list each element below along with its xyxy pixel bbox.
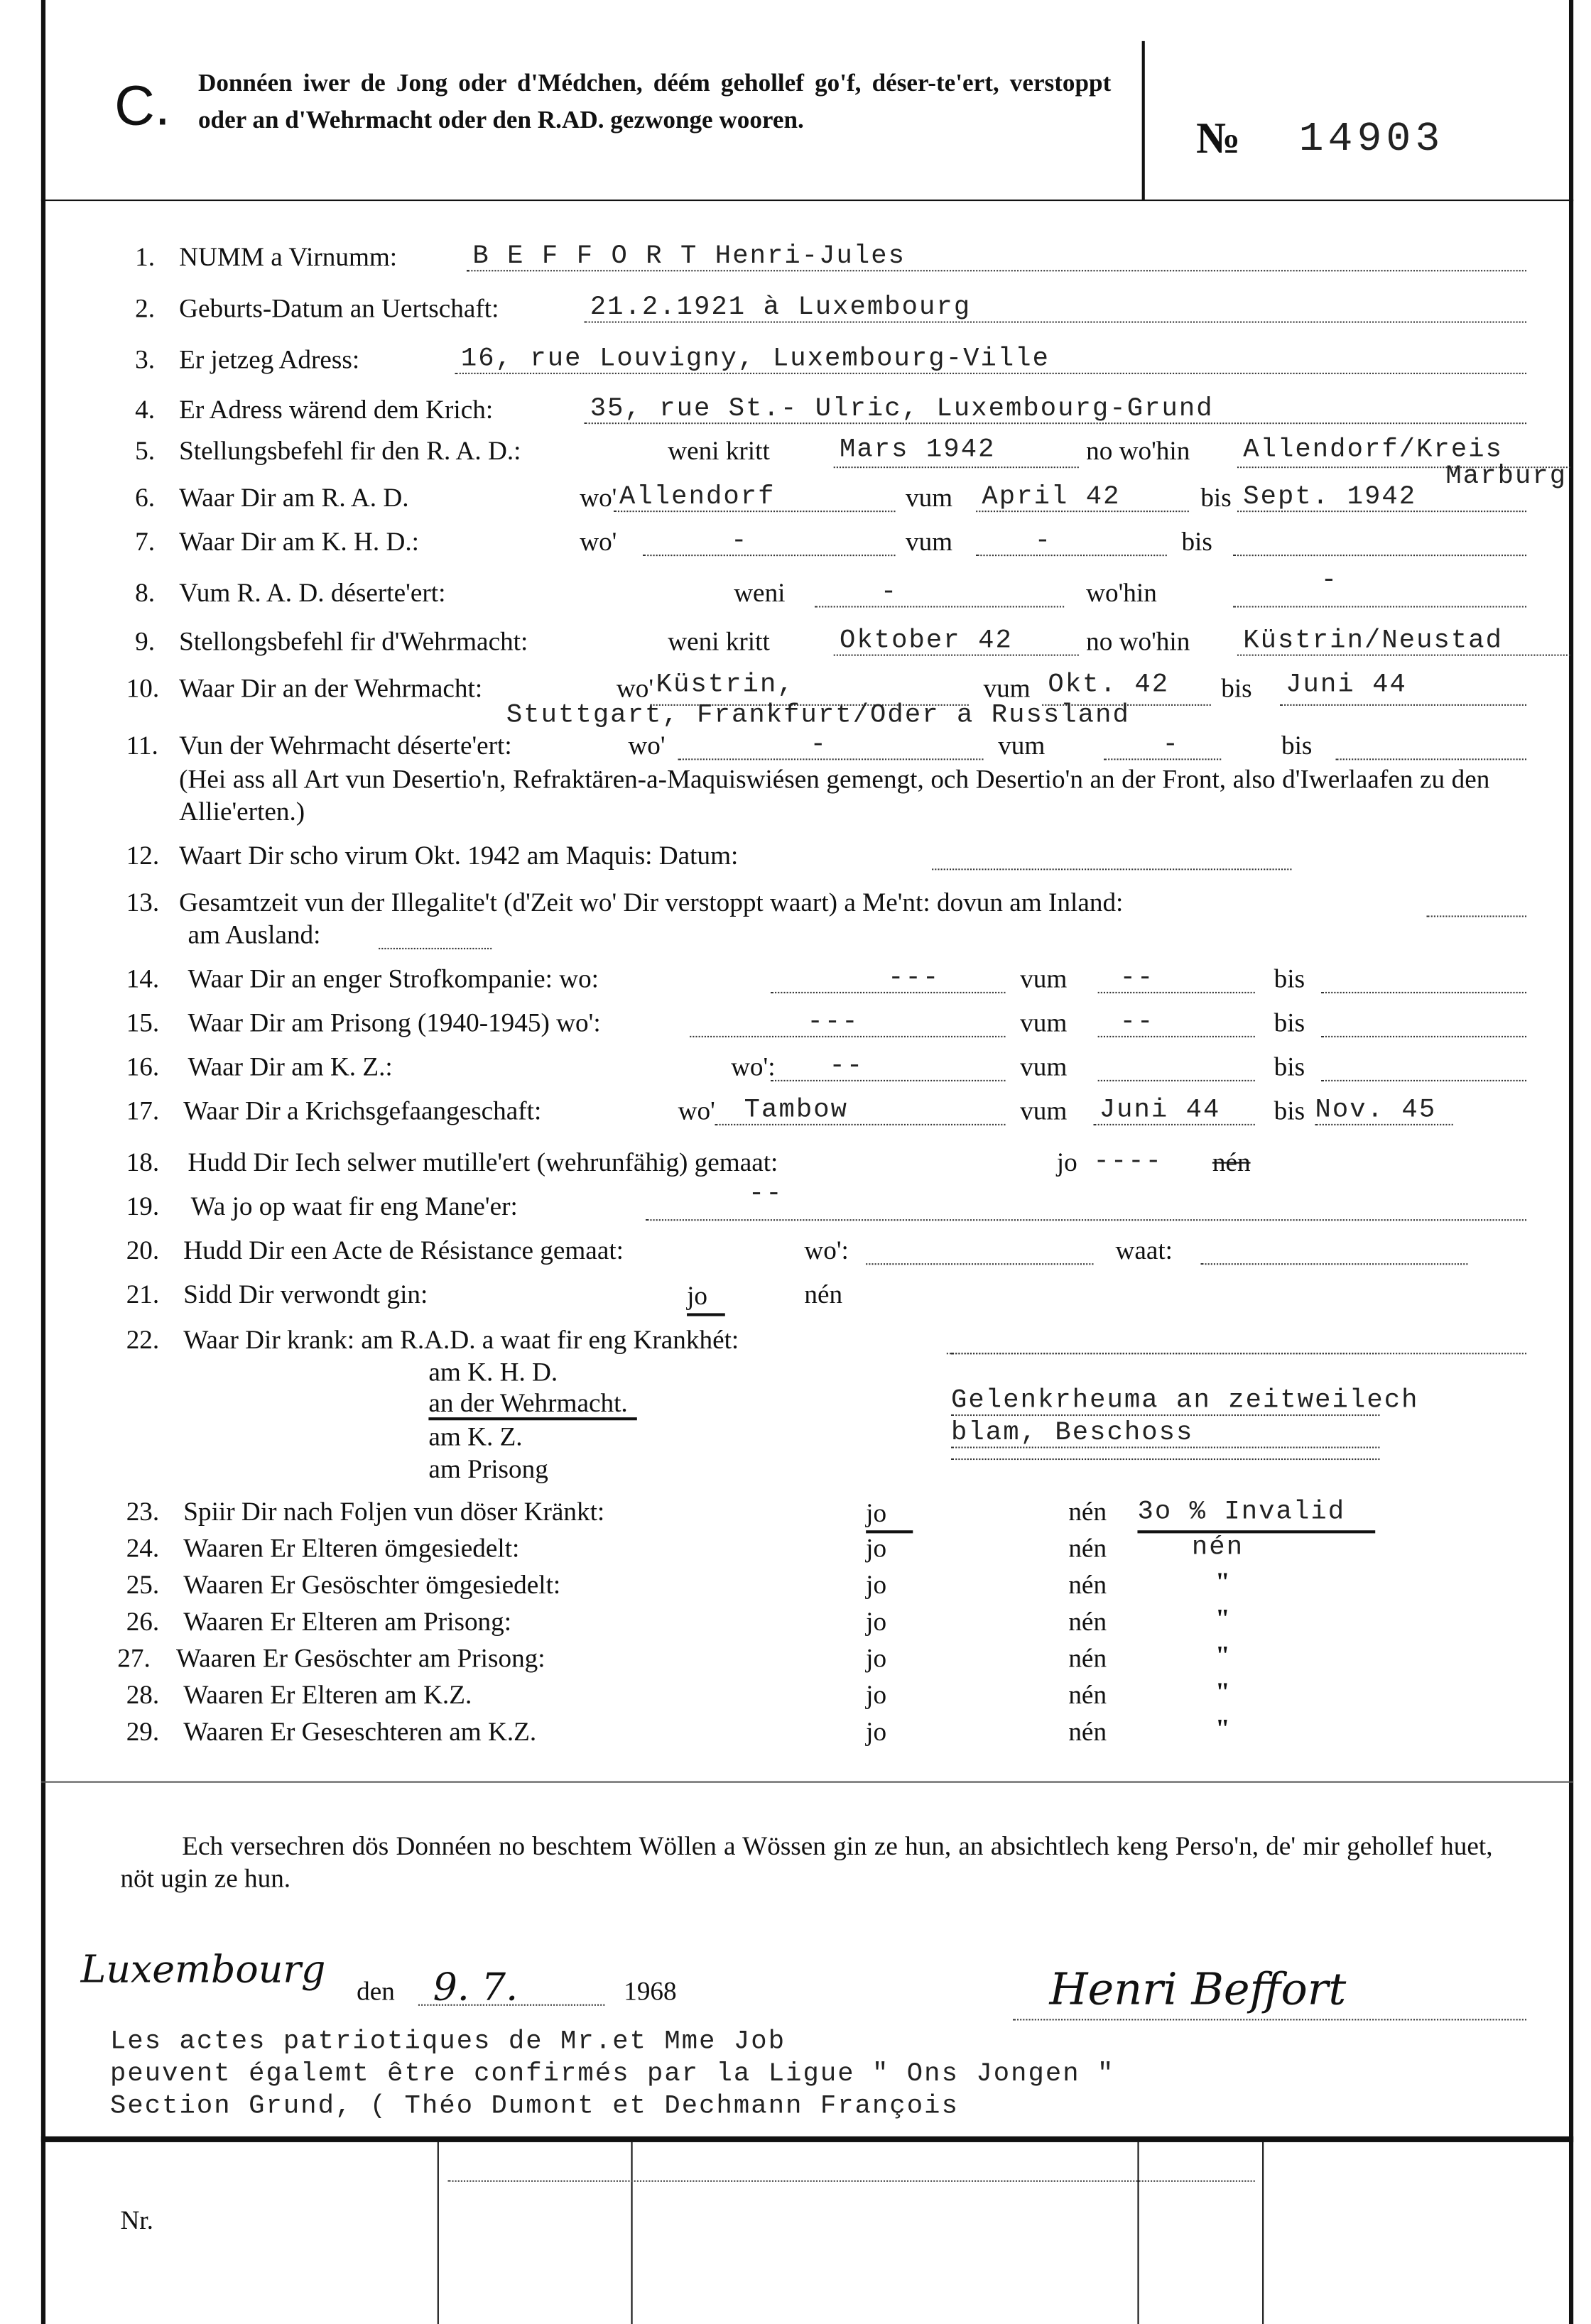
row-27 <box>0 1642 1591 1680</box>
when-field[interactable] <box>834 625 1079 655</box>
illness-kz-field[interactable] <box>951 1417 1379 1448</box>
ditto-mark: " <box>1215 1603 1230 1633</box>
when-label: weni kritt <box>668 435 770 466</box>
sub-label: am K. H. D. <box>428 1357 558 1387</box>
answer-value: nén <box>1191 1533 1244 1563</box>
bis-label: bis <box>1274 1008 1305 1037</box>
vum-field[interactable] <box>976 525 1167 556</box>
where-value-2: Marburg <box>1445 462 1568 492</box>
vum-field[interactable] <box>1093 1095 1254 1125</box>
yes-option[interactable]: jo <box>866 1570 887 1600</box>
row-label: Waar Dir am K. H. D.: <box>179 526 419 557</box>
nr-label: Nr. <box>120 2205 153 2235</box>
field-value: Juni 44 <box>1286 670 1407 700</box>
inland-field[interactable] <box>1427 886 1527 917</box>
field-value: Tambow <box>744 1096 848 1125</box>
no-option[interactable]: nén <box>804 1279 843 1309</box>
row-number: 16. <box>126 1052 160 1081</box>
typed-note-line: Section Grund, ( Théo Dumont et Dechmann François <box>109 2092 959 2122</box>
row-number: 1. <box>135 241 156 272</box>
wo-field[interactable] <box>643 525 895 556</box>
row-2 <box>0 292 1591 330</box>
field-value: --- <box>807 1008 859 1037</box>
field-value: 21.2.1921 à Luxembourg <box>590 293 972 323</box>
row-number: 14. <box>126 964 160 993</box>
declaration: Ech versechren dös Donnéen no beschtem Wöllen a Wössen gin ze hun, an absichtlech keng Perso'n, de' mir gehollef huet, nöt ugin ze hun. <box>120 1831 1493 1893</box>
consequence-value: 3o % Invalid <box>1137 1495 1374 1534</box>
bis-field[interactable] <box>1315 1095 1452 1125</box>
where-field[interactable] <box>1237 625 1570 655</box>
row-21 <box>0 1278 1591 1316</box>
row-number: 6. <box>135 482 156 513</box>
row-label: Waaren Er Gesöschter am Prisong: <box>175 1643 545 1673</box>
row-11 <box>0 729 1591 768</box>
row-label: Vum R. A. D. déserte'ert: <box>179 578 446 608</box>
field-value: - <box>880 578 898 608</box>
field-value: -- <box>1119 964 1155 993</box>
row-13 <box>0 886 1591 949</box>
address-field[interactable] <box>455 344 1526 374</box>
field-value: Küstrin, <box>656 670 795 700</box>
den-label: den <box>357 1976 395 2006</box>
no-option[interactable]: nén <box>1212 1147 1251 1177</box>
header-bottom-line <box>41 200 1573 201</box>
wo-label: wo' <box>580 482 617 513</box>
bis-label: bis <box>1274 1052 1305 1081</box>
wo-field[interactable] <box>771 1051 1006 1081</box>
vum-field[interactable] <box>976 481 1189 512</box>
row-26 <box>0 1605 1591 1644</box>
row-number: 25. <box>126 1570 160 1600</box>
row-label: Waaren Er Elteren ömgesiedelt: <box>183 1533 520 1563</box>
row-25 <box>0 1566 1591 1607</box>
maquis-date-field[interactable] <box>932 839 1291 870</box>
row-label: Gesamtzeit vun der Illegalite't (d'Zeit wo' Dir verstoppt waart) a Me'nt: dovun am Inland: <box>179 888 1124 917</box>
row-label: Waar Dir krank: am R.A.D. a waat fir eng Krankhét: <box>183 1324 739 1355</box>
vum-field[interactable] <box>1104 729 1221 760</box>
row-19 <box>0 1179 1591 1228</box>
row-number: 4. <box>135 394 156 425</box>
row-number: 2. <box>135 293 156 323</box>
field-value: 35, rue St.- Ulric, Luxembourg-Grund <box>590 394 1214 425</box>
where-label: wo'hin <box>1086 578 1157 608</box>
wo-field[interactable] <box>771 963 1006 993</box>
row-label: Waar Dir an der Wehrmacht: <box>179 673 483 703</box>
ditto-mark: " <box>1215 1640 1230 1670</box>
where-label: no wo'hin <box>1086 435 1190 466</box>
field-value: 16, rue Louvigny, Luxembourg-Ville <box>460 344 1050 374</box>
bis-field[interactable] <box>1321 1051 1526 1081</box>
manner-field[interactable] <box>646 1179 1526 1221</box>
number-label: № <box>1196 114 1241 163</box>
yes-option[interactable]: jo <box>866 1495 913 1534</box>
row-label: Waaren Er Elteren am Prisong: <box>183 1606 512 1637</box>
sub-label: an der Wehrmacht. <box>428 1388 636 1420</box>
no-option[interactable]: nén <box>1068 1496 1107 1527</box>
field-value: blam, Beschoss <box>951 1419 1194 1449</box>
no-option[interactable]: nén <box>1068 1643 1107 1673</box>
row-29 <box>0 1715 1591 1754</box>
vum-label: vum <box>1020 1008 1068 1037</box>
row-label: Stellongsbefehl fir d'Wehrmacht: <box>179 626 528 656</box>
row-label: Hudd Dir Iech selwer mutille'ert (wehrunfähig) gemaat: <box>188 1147 778 1177</box>
row-4 <box>0 393 1591 432</box>
illness-khd-field[interactable] <box>951 1347 1379 1354</box>
row-14 <box>0 963 1591 1001</box>
bis-label: bis <box>1181 526 1212 557</box>
header-title: Donnéen iwer de Jong oder d'Médchen, déém gehollef go'f, déser-te'ert, verstoppt oder an d'Wehrmacht oder den R.AD. gezwonge wooren. <box>197 69 1112 134</box>
yes-option[interactable]: jo <box>866 1643 887 1673</box>
row-number: 11. <box>126 731 158 760</box>
field-value: - <box>1034 526 1053 557</box>
no-option[interactable]: nén <box>1068 1606 1107 1637</box>
row-7 <box>0 525 1591 564</box>
row-15 <box>0 1007 1591 1045</box>
vum-field[interactable] <box>1098 1007 1255 1037</box>
waat-field[interactable] <box>1200 1234 1467 1265</box>
row-1 <box>0 241 1591 279</box>
row-number: 29. <box>126 1716 160 1747</box>
war-address-field[interactable] <box>584 393 1526 424</box>
field-value: Gelenkrheuma an zeitweilech <box>951 1386 1419 1417</box>
row-label: Hudd Dir een Acte de Résistance gemaat: <box>183 1235 624 1265</box>
footer-col-divider <box>438 2142 439 2324</box>
when-label: weni kritt <box>668 626 770 656</box>
wo-label: wo': <box>731 1052 776 1081</box>
sub-label: am K. Z. <box>428 1422 523 1451</box>
illness-prison-field[interactable] <box>951 1450 1379 1460</box>
row-16 <box>0 1051 1591 1089</box>
yes-option[interactable]: jo <box>687 1278 725 1316</box>
waat-label: waat: <box>1115 1235 1173 1265</box>
yes-option[interactable]: jo <box>1056 1147 1077 1177</box>
no-option[interactable]: nén <box>1068 1570 1107 1600</box>
field-value: - <box>731 526 749 557</box>
place-handwritten: Luxembourg <box>80 1948 326 1993</box>
field-value: - <box>1162 731 1180 760</box>
abroad-field[interactable] <box>379 919 492 949</box>
row-number: 3. <box>135 344 156 374</box>
row-6 <box>0 481 1591 520</box>
row-label: Er Adress wärend dem Krich: <box>179 394 494 425</box>
row-number: 20. <box>126 1235 160 1265</box>
field-value: -- <box>1119 1008 1155 1037</box>
vum-label: vum <box>1020 1096 1068 1125</box>
illness-wehrmacht-field[interactable] <box>951 1385 1419 1417</box>
field-value: -- <box>748 1179 783 1209</box>
dash: ---- <box>1093 1147 1163 1177</box>
vum-label: vum <box>1020 964 1068 993</box>
when-label: weni <box>734 578 786 608</box>
wo-field[interactable] <box>690 1007 1005 1037</box>
no-option[interactable]: nén <box>1068 1680 1107 1710</box>
name-field[interactable] <box>467 241 1526 271</box>
row-label: Waar Dir am K. Z.: <box>188 1052 393 1081</box>
row-label: NUMM a Virnumm: <box>179 241 398 272</box>
row-number: 21. <box>126 1279 160 1309</box>
desertion-note: (Hei ass all Art vun Desertio'n, Refraktären-a-Maquiswiésen gemengt, och Desertio'n an der Front, also d'Iwerlaafen zu den Allie'erten.) <box>179 764 1490 827</box>
row-number: 7. <box>135 526 156 557</box>
row-number: 13. <box>126 888 160 917</box>
yes-option[interactable]: jo <box>866 1533 887 1563</box>
row-20 <box>0 1234 1591 1272</box>
typed-note-line: peuvent égalemt être confirmés par la Ligue " Ons Jongen " <box>109 2060 1115 2090</box>
row-number: 24. <box>126 1533 160 1563</box>
row-label: Waart Dir scho virum Okt. 1942 am Maquis: Datum: <box>179 841 739 871</box>
ditto-mark: " <box>1215 1713 1230 1743</box>
header-divider <box>1142 41 1145 200</box>
row-23 <box>0 1495 1591 1534</box>
row-9 <box>0 625 1591 663</box>
yes-option[interactable]: jo <box>866 1606 887 1637</box>
date-handwritten: 9. 7. <box>433 1965 518 2010</box>
field-value: Oktober 42 <box>839 626 1013 656</box>
row-3 <box>0 344 1591 382</box>
row-label: Spiir Dir nach Foljen vun döser Kränkt: <box>183 1496 605 1527</box>
field-value: -- <box>829 1052 864 1081</box>
row-number: 5. <box>135 435 156 466</box>
footer-field[interactable] <box>447 2157 1255 2182</box>
row-label: Waar Dir a Krichsgefaangeschaft: <box>183 1096 542 1125</box>
row-number: 12. <box>126 841 160 871</box>
bis-label: bis <box>1221 673 1252 703</box>
row-number: 28. <box>126 1680 160 1710</box>
wo-label: wo' <box>628 731 666 760</box>
vum-field[interactable] <box>1098 1051 1255 1081</box>
bis-field[interactable] <box>1335 729 1526 760</box>
row-label: Waaren Er Gesöschter ömgesiedelt: <box>183 1570 561 1600</box>
no-option[interactable]: nén <box>1068 1533 1107 1563</box>
field-value: - <box>810 731 828 760</box>
wo-field[interactable] <box>678 729 984 760</box>
yes-option[interactable]: jo <box>866 1716 887 1747</box>
vum-label: vum <box>905 526 953 557</box>
row-number: 27. <box>117 1643 151 1673</box>
field-value: Nov. 45 <box>1315 1096 1437 1125</box>
where-field[interactable] <box>1233 566 1526 607</box>
sub-label: am Prisong <box>428 1453 548 1484</box>
vum-label: vum <box>1020 1052 1068 1081</box>
bis-field[interactable] <box>1237 481 1526 512</box>
field-value: Sept. 1942 <box>1243 482 1417 513</box>
date-field[interactable] <box>418 1965 604 2010</box>
wo-field[interactable] <box>866 1234 1093 1265</box>
field-value: - <box>1320 566 1339 596</box>
wo-label: wo': <box>804 1235 849 1265</box>
row-22 <box>0 1324 1591 1485</box>
row-24 <box>0 1532 1591 1570</box>
row-number: 19. <box>126 1191 160 1221</box>
row-8 <box>0 566 1591 615</box>
row-label: Geburts-Datum an Uertschaft: <box>179 293 499 323</box>
row-label: Wa jo op waat fir eng Mane'er: <box>190 1191 518 1221</box>
section-letter: C. <box>114 76 170 138</box>
footer-col-divider <box>1262 2142 1264 2324</box>
bis-field[interactable] <box>1233 525 1526 556</box>
field-value: B E F F O R T Henri-Jules <box>472 241 906 272</box>
abroad-label: am Ausland: <box>188 920 321 949</box>
wo-value-2: Stuttgart, Frankfurt/Oder a Russland <box>506 701 1130 731</box>
row-number: 15. <box>126 1008 160 1037</box>
row-18 <box>0 1146 1591 1184</box>
bis-label: bis <box>1281 731 1313 760</box>
typed-note-line: Les actes patriotiques de Mr.et Mme Job <box>109 2027 786 2058</box>
row-number: 26. <box>126 1606 160 1637</box>
vum-label: vum <box>998 731 1046 760</box>
divider <box>41 1782 1573 1783</box>
wo-label: wo' <box>616 673 654 703</box>
row-17 <box>0 1095 1591 1133</box>
field-value: Allendorf/Kreis <box>1243 437 1504 466</box>
ditto-mark: " <box>1215 1676 1230 1707</box>
field-value: --- <box>888 964 940 993</box>
row-number: 23. <box>126 1496 160 1527</box>
row-label: Sidd Dir verwondt gin: <box>183 1279 428 1309</box>
ditto-mark: " <box>1215 1566 1230 1597</box>
row-number: 9. <box>135 626 156 656</box>
row-label: Er jetzeg Adress: <box>179 344 360 374</box>
where-label: no wo'hin <box>1086 626 1190 656</box>
wo-label: wo' <box>678 1096 715 1125</box>
field-value: April 42 <box>982 482 1121 513</box>
row-number: 8. <box>135 578 156 608</box>
when-field[interactable] <box>815 577 1064 607</box>
bis-label: bis <box>1274 1096 1305 1125</box>
birth-field[interactable] <box>584 292 1526 322</box>
row-label: Waar Dir am R. A. D. <box>179 482 409 513</box>
vum-label: vum <box>983 673 1031 703</box>
row-label: Waar Dir am Prisong (1940-1945) wo': <box>188 1008 601 1037</box>
form-number: 14903 <box>1298 117 1445 163</box>
row-10 <box>0 670 1591 731</box>
bis-field[interactable] <box>1321 963 1526 993</box>
bis-label: bis <box>1200 482 1232 513</box>
row-label: Vun der Wehrmacht déserte'ert: <box>179 731 512 760</box>
row-number: 10. <box>126 673 160 703</box>
bis-field[interactable] <box>1280 670 1526 706</box>
row-label: Waaren Er Geseschteren am K.Z. <box>183 1716 537 1747</box>
wo-label: wo' <box>580 526 617 557</box>
wo-field[interactable] <box>715 1095 1005 1125</box>
yes-option[interactable]: jo <box>866 1680 887 1710</box>
footer-thick-line <box>41 2137 1573 2142</box>
row-12 <box>0 839 1591 878</box>
when-field[interactable] <box>834 437 1079 468</box>
row-number: 17. <box>126 1096 160 1125</box>
field-value: Mars 1942 <box>839 435 996 466</box>
signature-line[interactable] <box>1013 1995 1526 2020</box>
signature: Henri Beffort <box>1049 1964 1347 2017</box>
year: 1968 <box>624 1976 677 2006</box>
row-5 <box>0 435 1591 492</box>
bis-field[interactable] <box>1321 1007 1526 1037</box>
row-28 <box>0 1676 1591 1717</box>
row-label: Waar Dir an enger Strofkompanie: wo: <box>188 964 599 993</box>
vum-label: vum <box>905 482 953 513</box>
vum-field[interactable] <box>1098 963 1255 993</box>
field-value: Okt. 42 <box>1048 670 1170 700</box>
field-value: Küstrin/Neustad <box>1243 626 1504 656</box>
field-value: Allendorf <box>619 482 776 513</box>
bis-label: bis <box>1274 964 1305 993</box>
wo-field[interactable] <box>614 481 896 512</box>
field-value: Juni 44 <box>1099 1096 1221 1125</box>
row-number: 18. <box>126 1147 160 1177</box>
row-number: 22. <box>126 1324 160 1355</box>
no-option[interactable]: nén <box>1068 1716 1107 1747</box>
row-label: Stellungsbefehl fir den R. A. D.: <box>179 435 521 466</box>
row-label: Waaren Er Elteren am K.Z. <box>183 1680 472 1710</box>
